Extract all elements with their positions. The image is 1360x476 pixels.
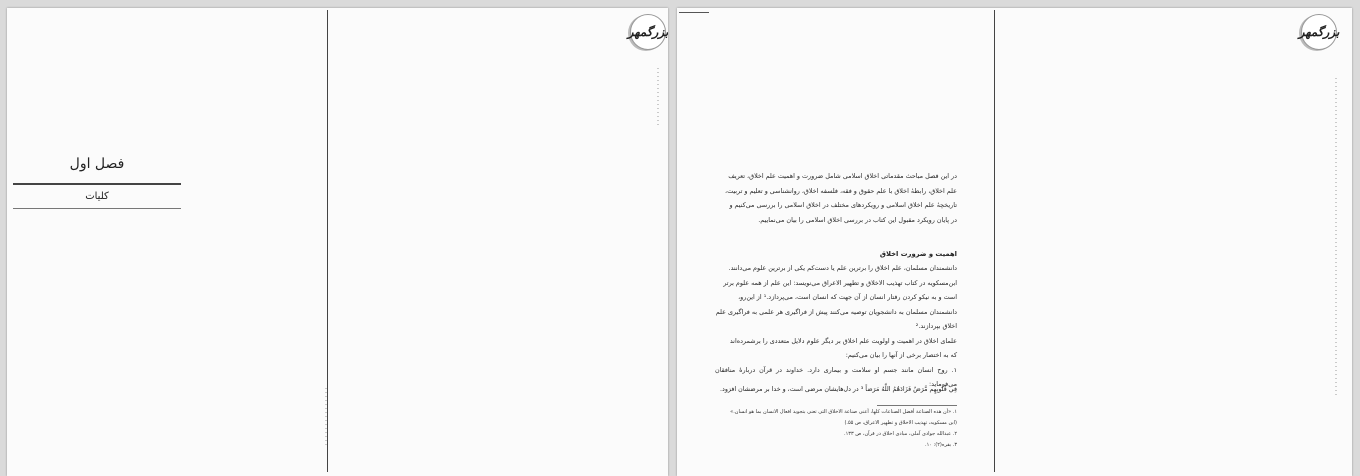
- scan-edge-mark: [679, 12, 709, 13]
- publisher-logo-text: بزرگمهر: [1298, 25, 1340, 39]
- footnote: ۲. عبدالله جوادی آملی، مبادی اخلاق در قرآن، ص ۱۳۳.: [843, 431, 957, 437]
- body-line: اخلاق بپردازند.²: [915, 322, 957, 330]
- footnotes: [715, 407, 957, 451]
- body-line: که به اختصار برخی از آنها را بیان می‌کنیم:: [845, 351, 957, 359]
- chapter-title-rule: [13, 183, 181, 185]
- scan-spine-line: [327, 10, 328, 472]
- chapter-subtitle: کلیات: [85, 191, 109, 202]
- footnote: (ابن مسکویه، تهذیب الاخلاق و تطهیر الاعراق، ص ۵۵.): [844, 420, 957, 426]
- chapter-title: فصل اول: [69, 156, 125, 172]
- body-line: دانشمندان مسلمان، علم اخلاق را برترین علم یا دست‌کم یکی از برترین علوم می‌دانند.: [728, 264, 957, 272]
- body-line: ۱. روح انسان مانند جسم او سلامت و بیماری دارد. خداوند در قرآن دربارهٔ منافقان می‌فرماید:: [715, 365, 957, 388]
- scan-noise: [657, 68, 659, 128]
- footnote-rule: [877, 405, 957, 406]
- footnote: ۳. بقره(۲): ۱۰.: [924, 442, 957, 448]
- body-line: است و به نیکو کردن رفتار انسان از آن جهت که انسان است، می‌پردازد.¹ از این‌رو،: [738, 293, 957, 301]
- publisher-logo: [627, 14, 668, 50]
- body-paragraph: [715, 261, 957, 392]
- quran-verse: فِي قُلُوبِهِم مَّرَضٌ فَزَادَهُمُ اللَّهُ مَرَضاً ³ در دل‌هایشان مرضی است، و خدا بر مرضشان افزود.: [720, 386, 957, 393]
- scan-noise: [325, 388, 327, 448]
- scan-noise: [1335, 78, 1337, 398]
- intro-line: تاریخچهٔ علم اخلاق اسلامی و رویکردهای مختلف در اخلاق اسلامی را بررسی می‌کنیم و: [729, 201, 957, 209]
- left-page: [7, 8, 668, 476]
- publisher-logo-text: بزرگمهر: [627, 25, 668, 39]
- intro-line: در این فصل مباحث مقدماتی اخلاق اسلامی شامل ضرورت و اهمیت علم اخلاق، تعریف: [728, 172, 957, 180]
- intro-paragraph: [715, 169, 957, 227]
- scan-spine-line: [994, 10, 995, 472]
- section-heading: اهمیت و ضرورت اخلاق: [879, 250, 957, 258]
- body-line: دانشمندان مسلمان به دانشجویان توصیه می‌کنند پیش از فراگیری هر علمی به فراگیری علم: [715, 307, 957, 316]
- intro-line: علم اخلاق، رابطهٔ اخلاق با علم حقوق و فقه، فلسفه اخلاق، روانشناسی و تعلیم و تربیت،: [725, 186, 957, 195]
- footnote: ۱. «أن هذه الصناعة أفضل الصناعات کلها، أعنی صناعة الاخلاق التی تعنی بتجوید افعال الانسان بما هو انسان.»: [730, 409, 957, 415]
- body-line: ابن‌مسکویه در کتاب تهذیب الاخلاق و تطهیر الاعراق می‌نویسد: این علم از همه علوم برتر: [723, 278, 957, 287]
- publisher-logo: [1298, 14, 1340, 50]
- chapter-subtitle-rule: [13, 208, 181, 209]
- intro-line: در پایان رویکرد مقبول این کتاب در بررسی اخلاق اسلامی را بیان می‌نماییم.: [758, 215, 957, 224]
- right-page: [677, 8, 1352, 476]
- body-line: علمای اخلاق در اهمیت و اولویت علم اخلاق بر دیگر علوم دلایل متعددی را برشمرده‌اند: [729, 336, 957, 345]
